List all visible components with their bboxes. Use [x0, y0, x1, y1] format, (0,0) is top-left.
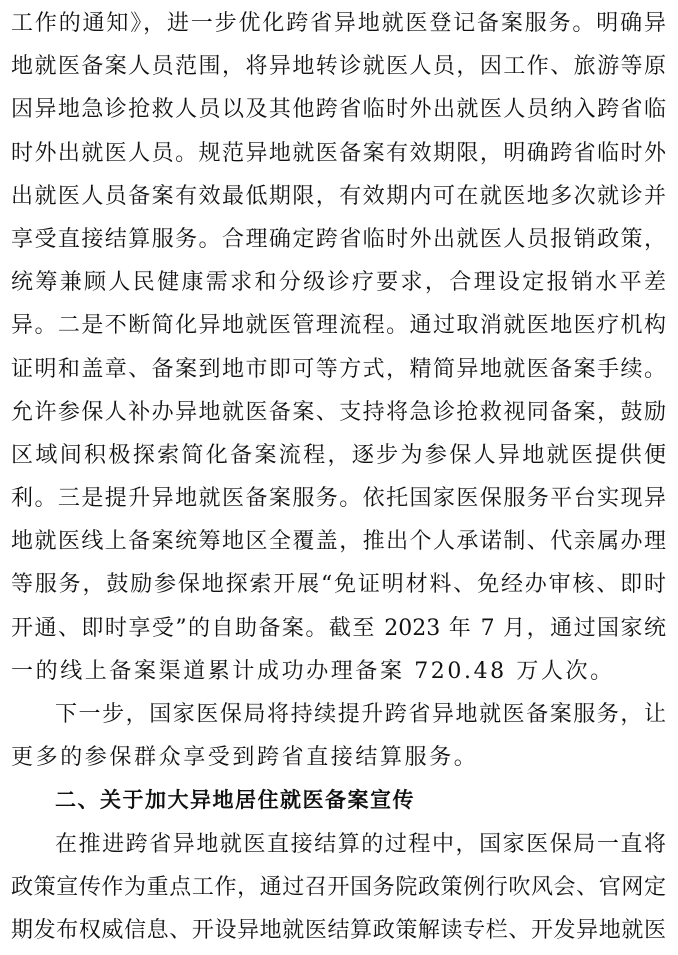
text-line: 时外出就医人员。规范异地就医备案有效期限，明确跨省临时外: [11, 140, 666, 166]
text-line: 地就医备案人员范围，将异地转诊就医人员，因工作、旅游等原: [11, 54, 666, 80]
paragraph-3: [11, 823, 666, 953]
text-line: 下一步，国家医保局将持续提升跨省异地就医备案服务，让: [55, 702, 666, 727]
heading-text: 二、关于加大异地居住就医备案宣传: [55, 788, 415, 813]
text-line: 允许参保人补办异地就医备案、支持将急诊抢救视同备案，鼓励: [11, 399, 666, 425]
text-line: 利。三是提升异地就医备案服务。依托国家医保服务平台实现异: [11, 486, 666, 512]
text-line: 期发布权威信息、开设异地就医结算政策解读专栏、开发异地就医: [11, 917, 666, 943]
text-line: 政策宣传作为重点工作，通过召开国务院政策例行吹风会、官网定: [11, 874, 666, 900]
text-line: 工作的通知》，进一步优化跨省异地就医登记备案服务。明确异: [11, 11, 666, 36]
text-line: 等服务，鼓励参保地探索开展“免证明材料、免经办审核、即时: [11, 572, 666, 598]
paragraph-1: [11, 2, 666, 693]
text-line: 因异地急诊抢救人员以及其他跨省临时外出就医人员纳入跨省临: [11, 97, 666, 123]
text-line: 异。二是不断简化异地就医管理流程。通过取消就医地医疗机构: [11, 313, 666, 339]
text-line-last: 更多的参保群众享受到跨省直接结算服务。: [11, 745, 479, 771]
paragraph-2: [11, 693, 666, 779]
text-line: 地就医线上备案统筹地区全覆盖，推出个人承诺制、代亲属办理: [11, 529, 666, 555]
text-line: 开通、即时享受”的自助备案。截至 2023 年 7 月，通过国家统: [11, 615, 666, 641]
text-line: 在推进跨省异地就医直接结算的过程中，国家医保局一直将: [55, 831, 666, 857]
text-line: 证明和盖章、备案到地市即可等方式，精简异地就医备案手续。: [11, 356, 666, 382]
section-heading: [11, 779, 666, 822]
text-line: 区域间积极探索简化备案流程，逐步为参保人异地就医提供便: [11, 442, 666, 468]
text-line: 享受直接结算服务。合理确定跨省临时外出就医人员报销政策，: [11, 226, 666, 252]
text-line: 出就医人员备案有效最低期限，有效期内可在就医地多次就诊并: [11, 183, 666, 209]
text-line: 统筹兼顾人民健康需求和分级诊疗要求，合理设定报销水平差: [11, 270, 666, 296]
text-line-last: 一的线上备案渠道累计成功办理备案 720.48 万人次。: [11, 658, 615, 684]
